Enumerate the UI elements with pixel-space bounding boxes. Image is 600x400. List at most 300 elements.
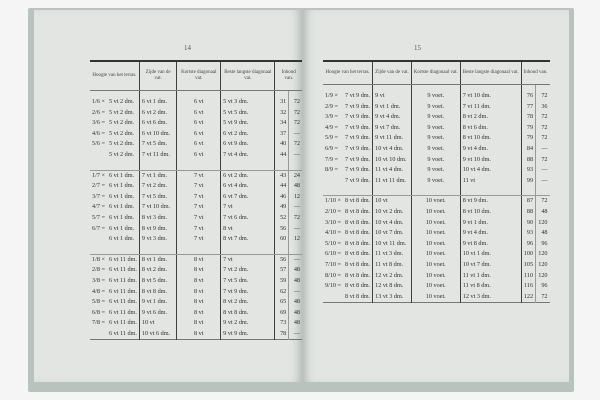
- fraction-cell: 1/9 ×: [325, 92, 338, 99]
- fraction-cell: 2/10 =: [325, 207, 342, 215]
- table-row: [323, 260, 550, 271]
- table-row: [90, 97, 302, 108]
- terrace-height-cell: 8 vt 8 dm.: [345, 207, 371, 215]
- long-diagonal-cell: 10 vt 7 dm.: [460, 260, 521, 271]
- volume-fraction-cell: 48: [289, 181, 302, 192]
- long-diagonal-cell: 7 vt 11 dm.: [460, 102, 521, 113]
- vat-side-cell: 10 vt 11 dm.: [373, 239, 412, 250]
- fraction-cell: 4/9 =: [325, 123, 338, 131]
- vat-side-cell: 9 vt 1 dm.: [373, 102, 412, 113]
- page-number: 14: [184, 44, 191, 52]
- fraction-cell: [90, 234, 107, 245]
- short-diagonal-cell: 10 voet.: [411, 228, 460, 239]
- vat-side-cell: 9 vt 7 dm.: [373, 123, 412, 134]
- fraction-cell: 5/6 =: [92, 140, 105, 148]
- table-row: [90, 254, 302, 265]
- volume-cell: 78: [521, 112, 535, 123]
- fraction-cell: 5/8 =: [92, 298, 105, 306]
- fraction-cell: 6/9 =: [325, 144, 338, 152]
- volume-cell: 93: [521, 165, 535, 176]
- volume-cell: 76: [521, 91, 535, 102]
- table-row: [323, 102, 550, 113]
- short-diagonal-cell: 10 voet.: [411, 281, 460, 292]
- long-diagonal-cell: 6 vt 4 dm.: [221, 181, 275, 192]
- volume-fraction-cell: 72: [536, 123, 550, 134]
- fraction-cell: 2/7 =: [92, 182, 105, 190]
- column-header: Inhoud van.: [521, 61, 549, 85]
- volume-fraction-cell: 72: [289, 118, 302, 129]
- short-diagonal-cell: 8 vt: [177, 287, 221, 298]
- long-diagonal-cell: 7 vt 4 dm.: [221, 150, 275, 161]
- short-diagonal-cell: 7 vt: [177, 181, 221, 192]
- table-row: [90, 224, 302, 235]
- long-diagonal-cell: 9 vt 9 dm.: [221, 329, 275, 340]
- long-diagonal-cell: 7 vt 9 dm.: [221, 287, 275, 298]
- fraction-cell: 6/7 =: [92, 224, 105, 232]
- volume-fraction-cell: 48: [289, 276, 302, 287]
- table-row: [90, 108, 302, 119]
- vat-side-cell: 9 vt 1 dm.: [139, 297, 176, 308]
- long-diagonal-cell: 8 vt 6 dm.: [460, 123, 521, 134]
- page-number: 15: [414, 44, 421, 52]
- short-diagonal-cell: 10 voet.: [411, 271, 460, 282]
- vat-side-cell: 7 vt 1 dm.: [139, 170, 176, 181]
- volume-fraction-cell: —: [289, 287, 302, 298]
- volume-cell: 88: [521, 207, 535, 218]
- fraction-cell: 5/9 =: [325, 134, 338, 142]
- vat-side-cell: 8 vt 9 dm.: [139, 224, 176, 235]
- short-diagonal-cell: 8 vt: [177, 308, 221, 319]
- header-row: [90, 61, 302, 91]
- fraction-cell: 8/10 =: [325, 271, 342, 279]
- long-diagonal-cell: 8 vt 8 dm.: [221, 308, 275, 319]
- vat-side-cell: 11 vt 11 dm.: [373, 176, 412, 187]
- terrace-height-cell: 5 vt 2 dm.: [108, 108, 135, 116]
- short-diagonal-cell: 9 voet.: [411, 176, 460, 187]
- terrace-height-cell: 6 vt 11 dm.: [108, 329, 137, 337]
- long-diagonal-cell: 5 vt 5 dm.: [221, 108, 275, 119]
- vat-side-cell: 9 vt 6 dm.: [139, 308, 176, 319]
- terrace-height-cell: 8 vt 8 dm.: [345, 282, 371, 290]
- volume-cell: 56: [275, 254, 289, 265]
- table-body: [90, 91, 302, 340]
- long-diagonal-cell: 5 vt 9 dm.: [221, 118, 275, 129]
- column-header: Hoogte van het terras.: [90, 61, 139, 91]
- vat-side-cell: 8 vt 5 dm.: [139, 276, 176, 287]
- short-diagonal-cell: 9 voet.: [411, 144, 460, 155]
- volume-cell: 77: [521, 102, 535, 113]
- fraction-cell: 3/10 =: [325, 218, 342, 226]
- table-row: [90, 287, 302, 298]
- short-diagonal-cell: 10 voet.: [411, 207, 460, 218]
- volume-fraction-cell: 72: [536, 292, 550, 303]
- volume-cell: 40: [275, 139, 289, 150]
- volume-fraction-cell: 72: [289, 108, 302, 119]
- divider-cell: [289, 245, 302, 255]
- volume-cell: 79: [521, 123, 535, 134]
- long-diagonal-cell: 6 vt 2 dm.: [221, 170, 275, 181]
- divider-cell: [221, 245, 275, 255]
- short-diagonal-cell: 8 vt: [177, 254, 221, 265]
- terrace-height-cell: 6 vt 1 dm.: [108, 224, 135, 232]
- divider-cell: [177, 161, 221, 171]
- volume-cell: 56: [275, 224, 289, 235]
- vat-side-cell: 10 vt: [373, 196, 412, 207]
- vat-side-cell: 12 vt 2 dm.: [373, 271, 412, 282]
- volume-fraction-cell: 48: [289, 308, 302, 319]
- terrace-height-cell: 7 vt 9 dm.: [345, 134, 371, 142]
- table-row: [90, 202, 302, 213]
- terrace-height-cell: 7 vt 9 dm.: [345, 166, 371, 174]
- terrace-height-cell: 8 vt 8 dm.: [345, 271, 371, 279]
- table-row: [90, 265, 302, 276]
- short-diagonal-cell: 6 vt: [177, 108, 221, 119]
- fraction-cell: 1/8 ×: [92, 255, 105, 263]
- terrace-height-cell: 6 vt 1 dm.: [108, 182, 135, 190]
- short-diagonal-cell: 10 voet.: [411, 218, 460, 229]
- short-diagonal-cell: 9 voet.: [411, 91, 460, 102]
- terrace-height-cell: 8 vt 8 dm.: [345, 218, 371, 226]
- volume-fraction-cell: 120: [536, 249, 550, 260]
- fraction-cell: 2/8 =: [92, 266, 105, 274]
- volume-cell: 44: [275, 150, 289, 161]
- terrace-height-cell: 6 vt 1 dm.: [108, 203, 135, 211]
- vat-side-cell: 10 vt 10 dm.: [373, 155, 412, 166]
- volume-fraction-cell: —: [289, 224, 302, 235]
- fraction-cell: 4/8 =: [92, 287, 105, 295]
- volume-cell: 46: [275, 192, 289, 203]
- vat-side-cell: 13 vt 3 dm.: [373, 292, 412, 303]
- table-row: [323, 155, 550, 166]
- vat-side-cell: 7 vt 10 dm.: [139, 202, 176, 213]
- terrace-height-cell: 6 vt 11 dm.: [108, 308, 137, 316]
- table-row: [90, 329, 302, 340]
- fraction-cell: 7/9 =: [325, 155, 338, 163]
- volume-cell: 69: [275, 308, 289, 319]
- terrace-height-cell: 7 vt 9 dm.: [345, 144, 371, 152]
- right-page: [303, 10, 569, 382]
- terrace-height-cell: 7 vt 9 dm.: [345, 102, 371, 110]
- volume-cell: 59: [275, 276, 289, 287]
- terrace-height-cell: 6 vt 1 dm.: [108, 171, 135, 179]
- short-diagonal-cell: 8 vt: [177, 318, 221, 329]
- left-page: [34, 10, 302, 382]
- table-row: [90, 118, 302, 129]
- volume-cell: 88: [521, 155, 535, 166]
- vat-side-cell: 10 vt: [139, 318, 176, 329]
- short-diagonal-cell: 9 voet.: [411, 112, 460, 123]
- volume-cell: 96: [521, 239, 535, 250]
- divider-cell: [460, 186, 521, 196]
- divider-cell: [536, 186, 550, 196]
- vat-side-cell: 9 vt 3 dm.: [139, 234, 176, 245]
- volume-cell: 78: [275, 329, 289, 340]
- vat-side-cell: 9 vt 4 dm.: [373, 112, 412, 123]
- fraction-cell: 7/10 =: [325, 260, 342, 268]
- volume-cell: 60: [275, 234, 289, 245]
- divider-cell: [90, 245, 107, 255]
- volume-fraction-cell: 120: [536, 218, 550, 229]
- volume-fraction-cell: 48: [536, 207, 550, 218]
- short-diagonal-cell: 7 vt: [177, 192, 221, 203]
- fraction-cell: [90, 329, 107, 340]
- volume-cell: 43: [275, 170, 289, 181]
- volume-cell: 31: [275, 97, 289, 108]
- long-diagonal-cell: 9 vt 1 dm.: [460, 218, 521, 229]
- fraction-cell: 3/6 =: [92, 119, 105, 127]
- long-diagonal-cell: 7 vt: [221, 254, 275, 265]
- vat-side-cell: 7 vt 5 dm.: [139, 139, 176, 150]
- volume-fraction-cell: —: [536, 165, 550, 176]
- terrace-height-cell: 8 vt 8 dm.: [345, 197, 371, 205]
- table-row: [323, 176, 550, 187]
- divider-cell: [521, 186, 535, 196]
- volume-fraction-cell: 72: [536, 91, 550, 102]
- short-diagonal-cell: 7 vt: [177, 224, 221, 235]
- terrace-height-cell: 6 vt 1 dm.: [108, 192, 135, 200]
- volume-cell: 100: [521, 249, 535, 260]
- table-row: [90, 129, 302, 140]
- table-row: [90, 276, 302, 287]
- fraction-cell: 4/7 =: [92, 203, 105, 211]
- divider-cell: [275, 161, 289, 171]
- long-diagonal-cell: 8 vt 10 dm.: [460, 207, 521, 218]
- short-diagonal-cell: 8 vt: [177, 329, 221, 340]
- column-header: Beste langste diagonaal vat.: [460, 61, 521, 85]
- long-diagonal-cell: 5 vt 3 dm.: [221, 97, 275, 108]
- terrace-height-cell: 8 vt 8 dm.: [345, 292, 371, 300]
- terrace-height-cell: 8 vt 8 dm.: [345, 239, 371, 247]
- table-row: [90, 181, 302, 192]
- long-diagonal-cell: 7 vt 10 dm.: [460, 91, 521, 102]
- volume-fraction-cell: —: [536, 144, 550, 155]
- vat-side-cell: 7 vt 11 dm.: [139, 150, 176, 161]
- table-row: [323, 281, 550, 292]
- long-diagonal-cell: 7 vt 2 dm.: [221, 265, 275, 276]
- terrace-height-cell: 8 vt 8 dm.: [345, 250, 371, 258]
- divider-cell: [221, 161, 275, 171]
- short-diagonal-cell: 10 voet.: [411, 292, 460, 303]
- divider-cell: [323, 186, 343, 196]
- divider-cell: [107, 161, 139, 171]
- volume-cell: 87: [521, 196, 535, 207]
- volume-cell: 110: [521, 271, 535, 282]
- fraction-cell: 1/10 ×: [325, 197, 342, 205]
- terrace-height-cell: 6 vt 11 dm.: [108, 255, 137, 263]
- volume-fraction-cell: 12: [289, 234, 302, 245]
- terrace-height-cell: 5 vt 2 dm.: [108, 129, 135, 137]
- terrace-height-cell: 6 vt 11 dm.: [108, 287, 137, 295]
- volume-fraction-cell: 72: [289, 213, 302, 224]
- fraction-cell: 1/6 ×: [92, 98, 105, 105]
- vat-side-cell: 10 vt 2 dm.: [373, 207, 412, 218]
- divider-cell: [177, 245, 221, 255]
- table-row: [90, 297, 302, 308]
- divider-cell: [275, 245, 289, 255]
- volume-cell: 57: [275, 265, 289, 276]
- table-row: [90, 139, 302, 150]
- divider-cell: [411, 186, 460, 196]
- column-header: Kortste diagonaal vat.: [177, 61, 221, 91]
- long-diagonal-cell: 7 vt 6 dm.: [221, 213, 275, 224]
- volume-cell: 93: [521, 228, 535, 239]
- vat-side-cell: 7 vt 2 dm.: [139, 181, 176, 192]
- short-diagonal-cell: 7 vt: [177, 170, 221, 181]
- volume-cell: 52: [275, 213, 289, 224]
- fraction-cell: 9/10 =: [325, 282, 342, 290]
- long-diagonal-cell: 6 vt 7 dm.: [221, 192, 275, 203]
- short-diagonal-cell: 10 voet.: [411, 260, 460, 271]
- fraction-cell: 4/6 =: [92, 129, 105, 137]
- table-row: [90, 192, 302, 203]
- long-diagonal-cell: 10 vt 4 dm.: [460, 165, 521, 176]
- volume-cell: 99: [521, 176, 535, 187]
- terrace-height-cell: 6 vt 1 dm.: [108, 235, 135, 243]
- terrace-height-cell: 7 vt 9 dm.: [345, 155, 371, 163]
- vat-side-cell: 6 vt 2 dm.: [139, 108, 176, 119]
- long-diagonal-cell: 12 vt 3 dm.: [460, 292, 521, 303]
- terrace-height-cell: 6 vt 11 dm.: [108, 266, 137, 274]
- short-diagonal-cell: 7 vt: [177, 213, 221, 224]
- volume-cell: 32: [275, 108, 289, 119]
- long-diagonal-cell: 8 vt 2 dm.: [221, 297, 275, 308]
- volume-fraction-cell: 96: [536, 281, 550, 292]
- vat-side-cell: 10 vt 4 dm.: [373, 144, 412, 155]
- long-diagonal-cell: 9 vt 4 dm.: [460, 144, 521, 155]
- short-diagonal-cell: 7 vt: [177, 202, 221, 213]
- column-header: Zijde van de vat.: [373, 61, 412, 85]
- fraction-cell: [323, 292, 343, 303]
- table-row: [90, 170, 302, 181]
- long-diagonal-cell: 7 vt: [221, 202, 275, 213]
- long-diagonal-cell: 8 vt 9 dm.: [460, 196, 521, 207]
- fraction-cell: 3/9 =: [325, 113, 338, 121]
- section-divider: [323, 186, 550, 196]
- short-diagonal-cell: 6 vt: [177, 118, 221, 129]
- terrace-height-cell: 7 vt 9 dm.: [345, 113, 371, 121]
- long-diagonal-cell: 9 vt 8 dm.: [460, 239, 521, 250]
- volume-cell: 73: [275, 318, 289, 329]
- volume-fraction-cell: —: [289, 202, 302, 213]
- long-diagonal-cell: 10 vt 1 dm.: [460, 249, 521, 260]
- volume-fraction-cell: 72: [536, 155, 550, 166]
- table-row: [323, 123, 550, 134]
- table-row: [323, 144, 550, 155]
- long-diagonal-cell: 9 vt 4 dm.: [460, 228, 521, 239]
- table-row: [323, 239, 550, 250]
- divider-cell: [139, 161, 176, 171]
- short-diagonal-cell: 9 voet.: [411, 155, 460, 166]
- vat-side-cell: 8 vt 1 dm.: [139, 254, 176, 265]
- column-header: Zijde van de vat.: [139, 61, 176, 91]
- table-row: [323, 228, 550, 239]
- table-row: [90, 308, 302, 319]
- table-row: [323, 292, 550, 303]
- vat-side-cell: 8 vt 3 dm.: [139, 213, 176, 224]
- volume-fraction-cell: —: [289, 329, 302, 340]
- volume-cell: 37: [275, 129, 289, 140]
- long-diagonal-cell: 8 vt 10 dm.: [460, 133, 521, 144]
- volume-cell: 79: [521, 133, 535, 144]
- vat-side-cell: 11 vt 8 dm.: [373, 260, 412, 271]
- volume-fraction-cell: 48: [289, 318, 302, 329]
- measurement-table: [323, 60, 550, 303]
- volume-fraction-cell: 36: [536, 102, 550, 113]
- volume-fraction-cell: 12: [289, 192, 302, 203]
- divider-cell: [373, 186, 412, 196]
- table-body: [323, 85, 550, 303]
- volume-fraction-cell: 72: [289, 97, 302, 108]
- vat-side-cell: 11 vt 3 dm.: [373, 249, 412, 260]
- vat-side-cell: 7 vt 5 dm.: [139, 192, 176, 203]
- volume-fraction-cell: 120: [536, 260, 550, 271]
- volume-cell: 90: [521, 218, 535, 229]
- volume-fraction-cell: —: [289, 129, 302, 140]
- fraction-cell: 8/9 =: [325, 166, 338, 174]
- vat-side-cell: 8 vt 8 dm.: [139, 287, 176, 298]
- short-diagonal-cell: 8 vt: [177, 276, 221, 287]
- vat-side-cell: 12 vt 8 dm.: [373, 281, 412, 292]
- long-diagonal-cell: 11 vt 1 dm.: [460, 271, 521, 282]
- divider-cell: [90, 161, 107, 171]
- vat-side-cell: 10 vt 7 dm.: [373, 228, 412, 239]
- divider-cell: [139, 245, 176, 255]
- long-diagonal-cell: 8 vt 7 dm.: [221, 234, 275, 245]
- column-header: Beste langste diagonaal vat.: [221, 61, 275, 91]
- divider-cell: [343, 186, 373, 196]
- volume-fraction-cell: 72: [536, 133, 550, 144]
- volume-fraction-cell: 72: [289, 139, 302, 150]
- short-diagonal-cell: 8 vt: [177, 297, 221, 308]
- volume-cell: 65: [275, 297, 289, 308]
- table-row: [323, 249, 550, 260]
- short-diagonal-cell: 6 vt: [177, 139, 221, 150]
- short-diagonal-cell: 10 voet.: [411, 239, 460, 250]
- table-row: [323, 271, 550, 282]
- volume-fraction-cell: 48: [289, 297, 302, 308]
- column-header: Kortste diagonaal vat.: [411, 61, 460, 85]
- table-row: [90, 318, 302, 329]
- volume-fraction-cell: 96: [536, 239, 550, 250]
- vat-side-cell: 10 vt 6 dm.: [139, 329, 176, 340]
- table-header: [323, 61, 550, 85]
- fraction-cell: 2/9 =: [325, 102, 338, 110]
- terrace-height-cell: 7 vt 9 dm.: [345, 123, 371, 131]
- short-diagonal-cell: 6 vt: [177, 97, 221, 108]
- volume-fraction-cell: 48: [289, 265, 302, 276]
- terrace-height-cell: 7 vt 9 dm.: [345, 92, 371, 99]
- fraction-cell: [90, 150, 107, 161]
- volume-fraction-cell: 72: [536, 112, 550, 123]
- volume-cell: 105: [521, 260, 535, 271]
- long-diagonal-cell: 11 vt 8 dm.: [460, 281, 521, 292]
- volume-cell: 34: [275, 118, 289, 129]
- volume-cell: 116: [521, 281, 535, 292]
- volume-cell: 62: [275, 287, 289, 298]
- terrace-height-cell: 6 vt 11 dm.: [108, 298, 137, 306]
- terrace-height-cell: 6 vt 1 dm.: [108, 213, 135, 221]
- table-row: [323, 91, 550, 102]
- short-diagonal-cell: 10 voet.: [411, 196, 460, 207]
- long-diagonal-cell: 8 vt: [221, 224, 275, 235]
- table-row: [323, 133, 550, 144]
- terrace-height-cell: 5 vt 2 dm.: [108, 150, 135, 158]
- long-diagonal-cell: 8 vt 2 dm.: [460, 112, 521, 123]
- table-row: [323, 196, 550, 207]
- table-row: [90, 150, 302, 161]
- fraction-cell: 6/8 =: [92, 308, 105, 316]
- section-divider: [90, 245, 302, 255]
